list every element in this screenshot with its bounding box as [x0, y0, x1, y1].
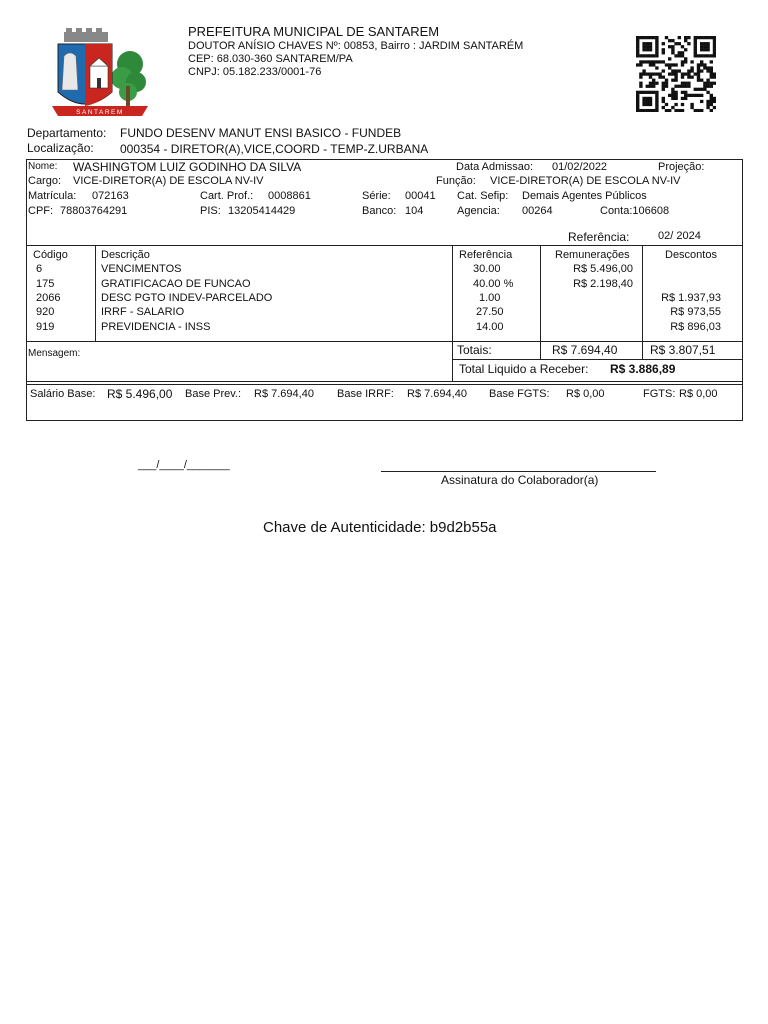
row-codigo: 175 — [36, 278, 55, 290]
funcao-value: VICE-DIRETOR(A) DE ESCOLA NV-IV — [490, 175, 681, 187]
cargo-label: Cargo: — [28, 175, 62, 187]
signature-label: Assinatura do Colaborador(a) — [441, 473, 599, 487]
address-line: DOUTOR ANÍSIO CHAVES Nº: 00853, Bairro : JARDIM SANTARÉM — [188, 40, 524, 52]
liquido-label: Total Liquido a Receber: — [459, 362, 589, 376]
row-desconto: R$ 973,55 — [670, 306, 721, 318]
total-remuneracoes: R$ 7.694,40 — [552, 343, 618, 357]
base-irrf-label: Base IRRF: — [337, 388, 394, 400]
agencia-value: 00264 — [522, 205, 553, 217]
projection-label: Projeção: — [658, 161, 705, 173]
row-descricao: VENCIMENTOS — [101, 263, 182, 275]
salario-base-value: R$ 5.496,00 — [107, 387, 173, 401]
total-descontos: R$ 3.807,51 — [650, 343, 716, 357]
org-name: PREFEITURA MUNICIPAL DE SANTAREM — [188, 24, 440, 39]
base-prev-value: R$ 7.694,40 — [254, 388, 314, 400]
location-value: 000354 - DIRETOR(A),VICE,COORD - TEMP-Z.URBANA — [120, 142, 429, 156]
salario-base-label: Salário Base: — [30, 388, 96, 400]
row-codigo: 2066 — [36, 292, 61, 304]
location-label: Localização: — [27, 141, 94, 155]
row-referencia: 27.50 — [476, 306, 504, 318]
department-value: FUNDO DESENV MANUT ENSI BASICO - FUNDEB — [120, 126, 402, 140]
banco-value: 104 — [405, 205, 424, 217]
date-placeholder: ___/____/_______ — [138, 459, 230, 471]
admission-label: Data Admissao: — [456, 161, 534, 173]
row-descricao: DESC PGTO INDEV-PARCELADO — [101, 292, 273, 304]
signature-line — [381, 471, 656, 472]
row-desconto: R$ 1.937,93 — [661, 292, 721, 304]
row-codigo: 919 — [36, 321, 55, 333]
row-referencia: 1.00 — [479, 292, 501, 304]
cnpj-line: CNPJ: 05.182.233/0001-76 — [188, 66, 322, 78]
bases-bottom-border — [26, 384, 743, 385]
header-remuneracoes: Remunerações — [555, 249, 630, 261]
matricula-label: Matrícula: — [28, 190, 77, 202]
table-top-border — [26, 245, 743, 246]
base-fgts-value: R$ 0,00 — [566, 388, 605, 400]
totals-divider — [452, 359, 743, 360]
cpf-value: 78803764291 — [60, 205, 128, 217]
base-prev-label: Base Prev.: — [185, 388, 242, 400]
liquido-value: R$ 3.886,89 — [610, 362, 676, 376]
admission-date: 01/02/2022 — [552, 161, 608, 173]
totals-label: Totais: — [457, 343, 492, 357]
qr-code — [636, 36, 716, 112]
cat-sefip-value: Demais Agentes Públicos — [522, 190, 647, 202]
message-label: Mensagem: — [28, 348, 81, 359]
municipal-crest-logo — [50, 26, 150, 120]
matricula-value: 072163 — [92, 190, 129, 202]
header-referencia: Referência — [459, 249, 513, 261]
header-descricao: Descrição — [101, 249, 150, 261]
row-descricao: GRATIFICACAO DE FUNCAO — [101, 278, 251, 290]
col-divider-2 — [452, 245, 453, 381]
header-codigo: Código — [33, 249, 68, 261]
header-descontos: Descontos — [665, 249, 717, 261]
liquido-bottom-border — [26, 381, 743, 382]
department-label: Departamento: — [27, 126, 107, 140]
crest-ribbon-text: SANTAREM — [76, 109, 124, 116]
row-referencia: 40.00 % — [473, 278, 514, 290]
table-bottom-border — [26, 341, 743, 342]
serie-value: 00041 — [405, 190, 436, 202]
col-divider-1 — [95, 245, 96, 341]
banco-label: Banco: — [362, 205, 397, 217]
tree-icon — [111, 51, 146, 108]
funcao-label: Função: — [436, 175, 476, 187]
row-referencia: 14.00 — [476, 321, 504, 333]
pis-value: 13205414429 — [228, 205, 296, 217]
row-remuneracao: R$ 2.198,40 — [573, 278, 633, 290]
row-descricao: PREVIDENCIA - INSS — [101, 321, 211, 333]
cat-sefip-label: Cat. Sefip: — [457, 190, 509, 202]
base-fgts-label: Base FGTS: — [489, 388, 550, 400]
fgts-value: R$ 0,00 — [679, 388, 718, 400]
reference-label: Referência: — [568, 230, 630, 244]
authenticity-key: Chave de Autenticidade: b9d2b55a — [263, 519, 497, 536]
cep-line: CEP: 68.030-360 SANTAREM/PA — [188, 53, 353, 65]
row-descricao: IRRF - SALARIO — [101, 306, 185, 318]
serie-label: Série: — [362, 190, 391, 202]
base-irrf-value: R$ 7.694,40 — [407, 388, 467, 400]
pis-label: PIS: — [200, 205, 221, 217]
cargo-value: VICE-DIRETOR(A) DE ESCOLA NV-IV — [73, 175, 264, 187]
row-referencia: 30.00 — [473, 263, 501, 275]
row-remuneracao: R$ 5.496,00 — [573, 263, 633, 275]
row-codigo: 6 — [36, 263, 43, 275]
row-desconto: R$ 896,03 — [670, 321, 721, 333]
agencia-label: Agencia: — [457, 205, 500, 217]
fgts-label: FGTS: — [643, 388, 676, 400]
cart-prof-value: 0008861 — [268, 190, 311, 202]
conta-value: Conta:106608 — [600, 205, 670, 217]
cpf-label: CPF: — [28, 205, 54, 217]
employee-name: WASHINGTOM LUIZ GODINHO DA SILVA — [73, 160, 302, 174]
row-codigo: 920 — [36, 306, 55, 318]
cart-prof-label: Cart. Prof.: — [200, 190, 254, 202]
name-label: Nome: — [28, 161, 58, 172]
reference-value: 02/ 2024 — [658, 230, 701, 242]
